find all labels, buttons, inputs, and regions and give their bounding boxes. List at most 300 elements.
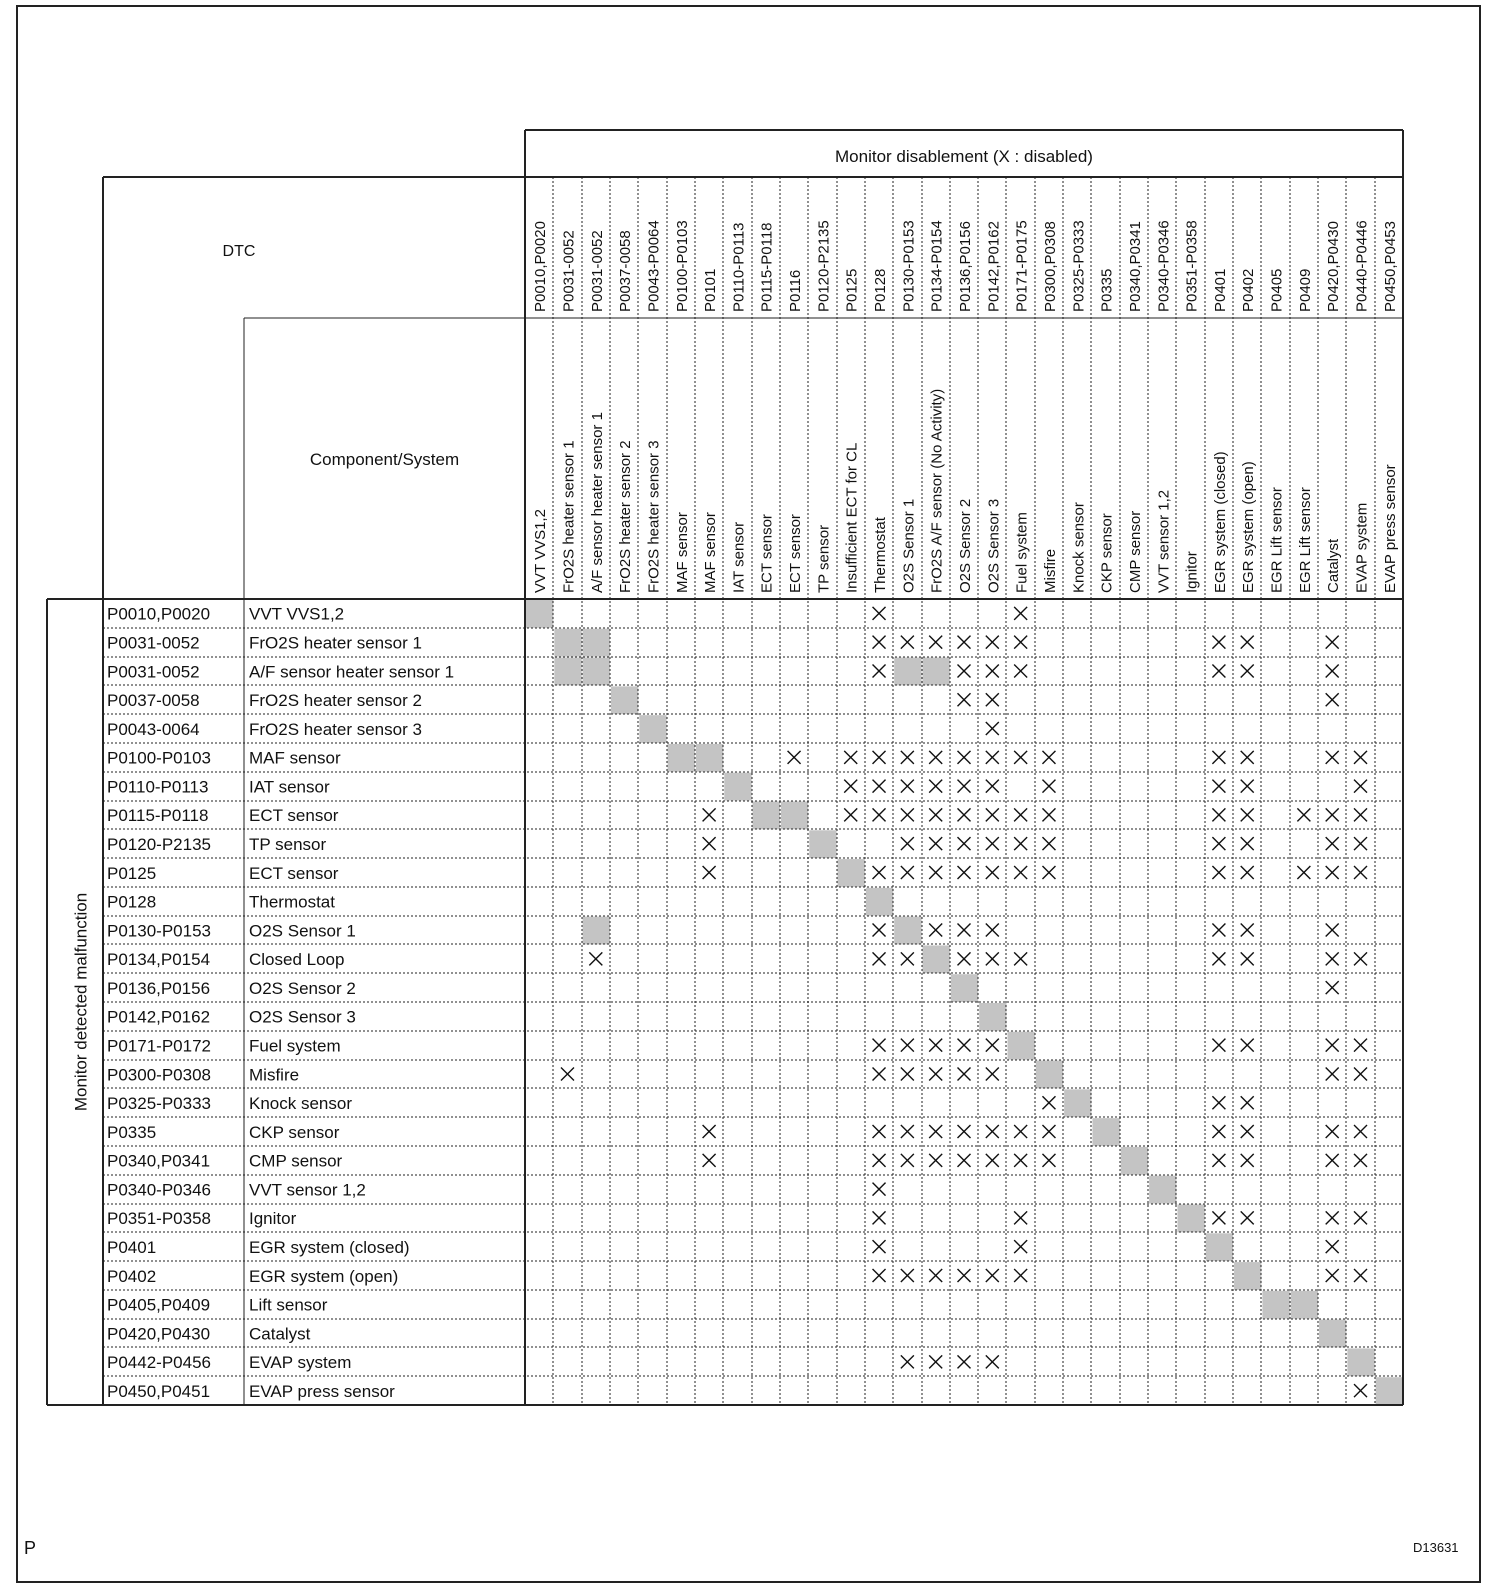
disabled-mark <box>901 952 914 965</box>
row-dtc-label: P0120-P2135 <box>107 835 211 855</box>
disabled-mark <box>1241 636 1254 649</box>
side-label: Monitor detected malfunction <box>71 892 91 1112</box>
column-dtc-label: P0401 <box>1211 268 1229 312</box>
disabled-mark <box>873 952 886 965</box>
shaded-cell <box>1121 1147 1148 1175</box>
disabled-mark <box>1326 1269 1339 1282</box>
row-dtc-label: P0171-P0172 <box>107 1036 211 1056</box>
shaded-cell <box>583 658 610 686</box>
disabled-mark <box>986 1355 999 1368</box>
column-component-label: O2S Sensor 1 <box>900 498 918 593</box>
shaded-cell <box>1036 1061 1063 1089</box>
disabled-mark <box>873 808 886 821</box>
row-dtc-label: P0402 <box>107 1266 157 1286</box>
disabled-mark <box>1326 952 1339 965</box>
shaded-cell <box>809 830 836 858</box>
disabled-mark <box>986 693 999 706</box>
disabled-mark <box>703 866 716 879</box>
row-component-label: Fuel system <box>249 1036 341 1056</box>
disabled-mark <box>1354 751 1367 764</box>
disabled-mark <box>1212 952 1225 965</box>
disabled-mark <box>1241 1096 1254 1109</box>
shaded-cell <box>583 629 610 657</box>
row-dtc-label: P0325-P0333 <box>107 1094 211 1114</box>
disabled-mark <box>958 1269 971 1282</box>
disabled-mark <box>1241 751 1254 764</box>
disabled-mark <box>1241 1125 1254 1138</box>
disabled-mark <box>929 1125 942 1138</box>
figure-id: D13631 <box>1413 1540 1459 1555</box>
disabled-mark <box>1241 808 1254 821</box>
column-dtc-label: P0120-P2135 <box>815 220 833 312</box>
row-component-label: Ignitor <box>249 1209 297 1229</box>
shaded-cell <box>639 715 666 743</box>
column-dtc-label: P0409 <box>1296 268 1314 312</box>
column-dtc-label: P0142,P0162 <box>985 221 1003 312</box>
disabled-mark <box>873 664 886 677</box>
disabled-mark <box>1042 751 1055 764</box>
column-component-label: O2S Sensor 3 <box>985 498 1003 593</box>
row-component-label: Misfire <box>249 1065 300 1085</box>
row-component-label: VVT VVS1,2 <box>249 604 345 624</box>
row-dtc-label: P0340-P0346 <box>107 1180 211 1200</box>
disabled-mark <box>1354 1384 1367 1397</box>
row-dtc-label: P0031-0052 <box>107 633 200 653</box>
disabled-mark <box>958 1355 971 1368</box>
row-dtc-label: P0401 <box>107 1238 157 1258</box>
column-dtc-label: P0031-0052 <box>588 230 606 312</box>
shaded-cell <box>1007 1032 1034 1060</box>
disabled-mark <box>1212 636 1225 649</box>
disabled-mark <box>703 1154 716 1167</box>
column-dtc-label: P0340,P0341 <box>1126 221 1144 312</box>
disabled-mark <box>1326 664 1339 677</box>
disabled-mark <box>1014 607 1027 620</box>
column-component-label: MAF sensor <box>702 512 720 593</box>
disabled-mark <box>873 607 886 620</box>
disabled-mark <box>958 808 971 821</box>
disabled-mark <box>1212 1039 1225 1052</box>
shaded-cell <box>696 744 723 772</box>
disabled-mark <box>873 1211 886 1224</box>
row-dtc-label: P0010,P0020 <box>107 604 211 624</box>
column-component-label: IAT sensor <box>730 521 748 593</box>
column-component-label: EGR system (open) <box>1240 461 1258 593</box>
column-component-label: VVT VVS1,2 <box>532 509 550 593</box>
disabled-mark <box>1014 636 1027 649</box>
shaded-cell <box>923 658 950 686</box>
disabled-mark <box>873 1183 886 1196</box>
shaded-cell <box>1149 1176 1176 1204</box>
disabled-mark <box>1354 1125 1367 1138</box>
disabled-mark <box>1354 837 1367 850</box>
column-component-label: EVAP system <box>1353 502 1371 593</box>
shaded-cell <box>923 945 950 973</box>
disabled-mark <box>986 1154 999 1167</box>
disabled-mark <box>1326 636 1339 649</box>
column-dtc-label: P0402 <box>1240 268 1258 312</box>
disabled-mark <box>1354 1269 1367 1282</box>
shaded-cell <box>583 917 610 945</box>
disabled-mark <box>844 780 857 793</box>
row-component-label: IAT sensor <box>249 777 330 797</box>
disabled-mark <box>986 808 999 821</box>
disabled-mark <box>1326 1154 1339 1167</box>
disabled-mark <box>873 1067 886 1080</box>
shaded-cell <box>951 974 978 1002</box>
disabled-mark <box>703 1125 716 1138</box>
column-dtc-label: P0134-P0154 <box>928 220 946 312</box>
shaded-cell <box>753 802 780 830</box>
shaded-cell <box>1319 1320 1346 1348</box>
row-component-label: O2S Sensor 2 <box>249 978 356 998</box>
disabled-mark <box>929 1067 942 1080</box>
column-dtc-label: P0037-0058 <box>617 230 635 312</box>
shaded-cell <box>1092 1118 1119 1146</box>
column-component-label: Knock sensor <box>1070 502 1088 593</box>
disabled-mark <box>1297 808 1310 821</box>
disabled-mark <box>929 1154 942 1167</box>
row-component-label: EGR system (open) <box>249 1266 399 1286</box>
disabled-mark <box>1326 1067 1339 1080</box>
row-dtc-label: P0115-P0118 <box>107 806 209 826</box>
disabled-mark <box>1014 952 1027 965</box>
shaded-cell <box>724 773 751 801</box>
column-component-label: EVAP press sensor <box>1381 464 1399 593</box>
column-dtc-label: P0300,P0308 <box>1041 221 1059 312</box>
disabled-mark <box>929 751 942 764</box>
row-component-label: Thermostat <box>249 892 335 912</box>
disabled-mark <box>986 952 999 965</box>
column-dtc-label: P0031-0052 <box>560 230 578 312</box>
disabled-mark <box>1212 1154 1225 1167</box>
column-component-label: A/F sensor heater sensor 1 <box>588 412 606 593</box>
disabled-mark <box>1014 837 1027 850</box>
disabled-mark <box>986 1125 999 1138</box>
column-component-label: ECT sensor <box>758 514 776 593</box>
disabled-mark <box>1241 1154 1254 1167</box>
column-component-label: FrO2S heater sensor 2 <box>617 440 635 593</box>
column-component-label: TP sensor <box>815 524 833 593</box>
disabled-mark <box>1212 1096 1225 1109</box>
disabled-mark <box>873 924 886 937</box>
row-component-label: Closed Loop <box>249 950 345 970</box>
column-dtc-label: P0125 <box>843 268 861 312</box>
row-dtc-label: P0043-0064 <box>107 719 200 739</box>
shaded-cell <box>838 859 865 887</box>
row-component-label: Lift sensor <box>249 1295 328 1315</box>
row-dtc-label: P0405,P0409 <box>107 1295 211 1315</box>
disabled-mark <box>703 837 716 850</box>
shaded-cell <box>668 744 695 772</box>
disabled-mark <box>1241 952 1254 965</box>
row-dtc-label: P0037-0058 <box>107 691 200 711</box>
column-dtc-label: P0351-P0358 <box>1183 220 1201 312</box>
column-component-label: Insufficient ECT for CL <box>843 442 861 593</box>
disabled-mark <box>1014 664 1027 677</box>
disabled-mark <box>1014 1154 1027 1167</box>
disabled-mark <box>1212 1211 1225 1224</box>
disabled-mark <box>958 952 971 965</box>
disabled-mark <box>1326 924 1339 937</box>
disabled-mark <box>901 780 914 793</box>
column-component-label: Catalyst <box>1325 538 1343 593</box>
row-component-label: Knock sensor <box>249 1094 352 1114</box>
disabled-mark <box>1042 1154 1055 1167</box>
disabled-mark <box>929 780 942 793</box>
disabled-mark <box>901 751 914 764</box>
disabled-mark <box>929 924 942 937</box>
column-component-label: VVT sensor 1,2 <box>1155 489 1173 593</box>
disabled-mark <box>1042 1096 1055 1109</box>
shaded-cell <box>1347 1348 1374 1376</box>
monitor-disablement-header: Monitor disablement (X : disabled) <box>835 147 1093 166</box>
disabled-mark <box>986 780 999 793</box>
row-component-label: ECT sensor <box>249 863 339 883</box>
column-component-label: MAF sensor <box>673 512 691 593</box>
dtc-header: DTC <box>222 243 256 260</box>
disabled-mark <box>901 1067 914 1080</box>
disabled-mark <box>1212 751 1225 764</box>
disabled-mark <box>873 751 886 764</box>
row-component-label: EVAP system <box>249 1353 352 1373</box>
disabled-mark <box>929 837 942 850</box>
row-dtc-label: P0335 <box>107 1122 157 1142</box>
disabled-mark <box>901 1355 914 1368</box>
row-dtc-label: P0125 <box>107 863 157 883</box>
disabled-mark <box>1042 866 1055 879</box>
disabled-mark <box>873 1269 886 1282</box>
disabled-mark <box>1014 1125 1027 1138</box>
disabled-mark <box>986 636 999 649</box>
column-component-label: Misfire <box>1041 548 1059 593</box>
disabled-mark <box>844 808 857 821</box>
column-component-label: Fuel system <box>1013 512 1031 593</box>
row-component-label: O2S Sensor 3 <box>249 1007 356 1027</box>
disabled-mark <box>1326 693 1339 706</box>
row-dtc-label: P0031-0052 <box>107 662 200 682</box>
shaded-cell <box>1262 1291 1289 1319</box>
row-component-label: CMP sensor <box>249 1151 343 1171</box>
disabled-mark <box>1241 664 1254 677</box>
disabled-mark <box>1014 1269 1027 1282</box>
disabled-mark <box>958 1154 971 1167</box>
row-dtc-label: P0100-P0103 <box>107 748 211 768</box>
disabled-mark <box>1014 808 1027 821</box>
disabled-mark <box>986 866 999 879</box>
shaded-cell <box>894 917 921 945</box>
disabled-mark <box>929 636 942 649</box>
disabled-mark <box>703 808 716 821</box>
row-dtc-label: P0420,P0430 <box>107 1324 211 1344</box>
row-dtc-label: P0340,P0341 <box>107 1151 211 1171</box>
disabled-mark <box>986 664 999 677</box>
column-dtc-label: P0043-P0064 <box>645 220 663 312</box>
row-dtc-label: P0442-P0456 <box>107 1353 211 1373</box>
shaded-cell <box>1064 1089 1091 1117</box>
disabled-mark <box>1354 808 1367 821</box>
disabled-mark <box>958 837 971 850</box>
column-dtc-label: P0010,P0020 <box>532 221 550 312</box>
disabled-mark <box>1014 1240 1027 1253</box>
row-dtc-label: P0128 <box>107 892 157 912</box>
disabled-mark <box>1241 780 1254 793</box>
row-component-label: TP sensor <box>249 835 327 855</box>
disabled-mark <box>1014 866 1027 879</box>
disabled-mark <box>1042 808 1055 821</box>
disabled-mark <box>1326 751 1339 764</box>
disabled-mark <box>873 780 886 793</box>
shaded-cell <box>526 600 553 628</box>
column-component-label: CKP sensor <box>1098 513 1116 593</box>
disabled-mark <box>901 808 914 821</box>
disabled-mark <box>958 664 971 677</box>
disabled-mark <box>958 1067 971 1080</box>
disabled-mark <box>929 1269 942 1282</box>
disabled-mark <box>1212 837 1225 850</box>
column-dtc-label: P0101 <box>702 268 720 312</box>
disabled-mark <box>1212 924 1225 937</box>
column-dtc-label: P0110-P0113 <box>730 222 748 312</box>
disabled-mark <box>1042 1125 1055 1138</box>
disabled-mark <box>1354 1039 1367 1052</box>
disabled-mark <box>1241 1039 1254 1052</box>
disabled-mark <box>844 751 857 764</box>
disabled-mark <box>901 636 914 649</box>
column-component-label: Thermostat <box>872 517 890 593</box>
disabled-mark <box>873 1039 886 1052</box>
disabled-mark <box>986 751 999 764</box>
disabled-mark <box>958 1125 971 1138</box>
disabled-mark <box>1014 751 1027 764</box>
row-dtc-label: P0351-P0358 <box>107 1209 211 1229</box>
column-dtc-label: P0171-P0175 <box>1013 220 1031 312</box>
disabled-mark <box>1212 780 1225 793</box>
column-component-label: EGR Lift sensor <box>1296 487 1314 593</box>
disabled-mark <box>901 1154 914 1167</box>
row-component-label: EGR system (closed) <box>249 1238 410 1258</box>
row-component-label: FrO2S heater sensor 2 <box>249 691 422 711</box>
row-component-label: MAF sensor <box>249 748 341 768</box>
column-component-label: FrO2S heater sensor 1 <box>560 440 578 593</box>
disabled-mark <box>901 866 914 879</box>
row-dtc-label: P0136,P0156 <box>107 978 211 998</box>
disabled-mark <box>1042 780 1055 793</box>
disabled-mark <box>986 1067 999 1080</box>
row-component-label: ECT sensor <box>249 806 339 826</box>
column-dtc-label: P0450,P0453 <box>1381 221 1399 312</box>
shaded-cell <box>1177 1205 1204 1233</box>
disabled-mark <box>958 866 971 879</box>
disabled-mark <box>1326 837 1339 850</box>
disabled-mark <box>1241 866 1254 879</box>
row-component-label: FrO2S heater sensor 1 <box>249 633 422 653</box>
disabled-mark <box>901 837 914 850</box>
row-dtc-label: P0300-P0308 <box>107 1065 211 1085</box>
disabled-mark <box>873 1125 886 1138</box>
column-dtc-label: P0325-P0333 <box>1070 220 1088 312</box>
shaded-cell <box>554 629 581 657</box>
disabled-mark <box>1297 866 1310 879</box>
disabled-mark <box>929 1039 942 1052</box>
disabled-mark <box>986 924 999 937</box>
shaded-cell <box>979 1003 1006 1031</box>
shaded-cell <box>1206 1233 1233 1261</box>
disabled-mark <box>873 866 886 879</box>
column-component-label: O2S Sensor 2 <box>957 498 974 593</box>
shaded-cell <box>781 802 808 830</box>
column-dtc-label: P0116 <box>787 269 805 312</box>
disabled-mark <box>1326 1125 1339 1138</box>
disabled-mark <box>561 1067 574 1080</box>
disabled-mark <box>1241 837 1254 850</box>
shaded-cell <box>866 888 893 916</box>
disabled-mark <box>1241 1211 1254 1224</box>
column-component-label: Ignitor <box>1183 551 1201 593</box>
row-dtc-label: P0134,P0154 <box>107 950 211 970</box>
disabled-mark <box>1326 1211 1339 1224</box>
row-component-label: VVT sensor 1,2 <box>249 1180 366 1200</box>
row-component-label: O2S Sensor 1 <box>249 921 356 941</box>
component-system-header: Component/System <box>309 450 460 469</box>
disabled-mark <box>1354 866 1367 879</box>
row-dtc-label: P0110-P0113 <box>107 777 209 797</box>
column-component-label: FrO2S A/F sensor (No Activity) <box>928 388 946 593</box>
disabled-mark <box>958 780 971 793</box>
disabled-mark <box>929 808 942 821</box>
column-component-label: EGR Lift sensor <box>1268 487 1286 593</box>
disabled-mark <box>929 1355 942 1368</box>
column-dtc-label: P0100-P0103 <box>673 220 691 312</box>
disabled-mark <box>1212 866 1225 879</box>
column-dtc-label: P0335 <box>1098 268 1116 312</box>
row-component-label: FrO2S heater sensor 3 <box>249 719 422 739</box>
column-component-label: CMP sensor <box>1126 510 1144 593</box>
disabled-mark <box>1212 664 1225 677</box>
disabled-mark <box>1326 981 1339 994</box>
disabled-mark <box>1354 1067 1367 1080</box>
row-component-label: A/F sensor heater sensor 1 <box>249 662 455 682</box>
row-component-label: CKP sensor <box>249 1122 340 1142</box>
row-component-label: Catalyst <box>249 1324 311 1344</box>
shaded-cell <box>611 686 638 714</box>
shaded-cell <box>1376 1377 1403 1405</box>
disabled-mark <box>929 866 942 879</box>
column-component-label: FrO2S heater sensor 3 <box>645 440 663 593</box>
disabled-mark <box>1354 1154 1367 1167</box>
column-dtc-label: P0128 <box>872 268 890 312</box>
disabled-mark <box>958 751 971 764</box>
disabled-mark <box>1326 1240 1339 1253</box>
column-dtc-label: P0405 <box>1268 268 1286 312</box>
column-component-label: ECT sensor <box>787 514 805 593</box>
row-component-label: EVAP press sensor <box>249 1381 395 1401</box>
disabled-mark <box>901 1269 914 1282</box>
disabled-mark <box>1326 1039 1339 1052</box>
disabled-mark <box>873 1240 886 1253</box>
shaded-cell <box>1234 1262 1261 1290</box>
disabled-mark <box>901 1039 914 1052</box>
disabled-mark <box>873 1154 886 1167</box>
column-dtc-label: P0420,P0430 <box>1325 221 1343 312</box>
disabled-mark <box>1354 780 1367 793</box>
row-dtc-label: P0450,P0451 <box>107 1381 211 1401</box>
disabled-mark <box>1326 808 1339 821</box>
column-dtc-label: P0136,P0156 <box>957 221 974 312</box>
column-dtc-label: P0340-P0346 <box>1155 220 1173 312</box>
disabled-mark <box>986 1269 999 1282</box>
disabled-mark <box>788 751 801 764</box>
